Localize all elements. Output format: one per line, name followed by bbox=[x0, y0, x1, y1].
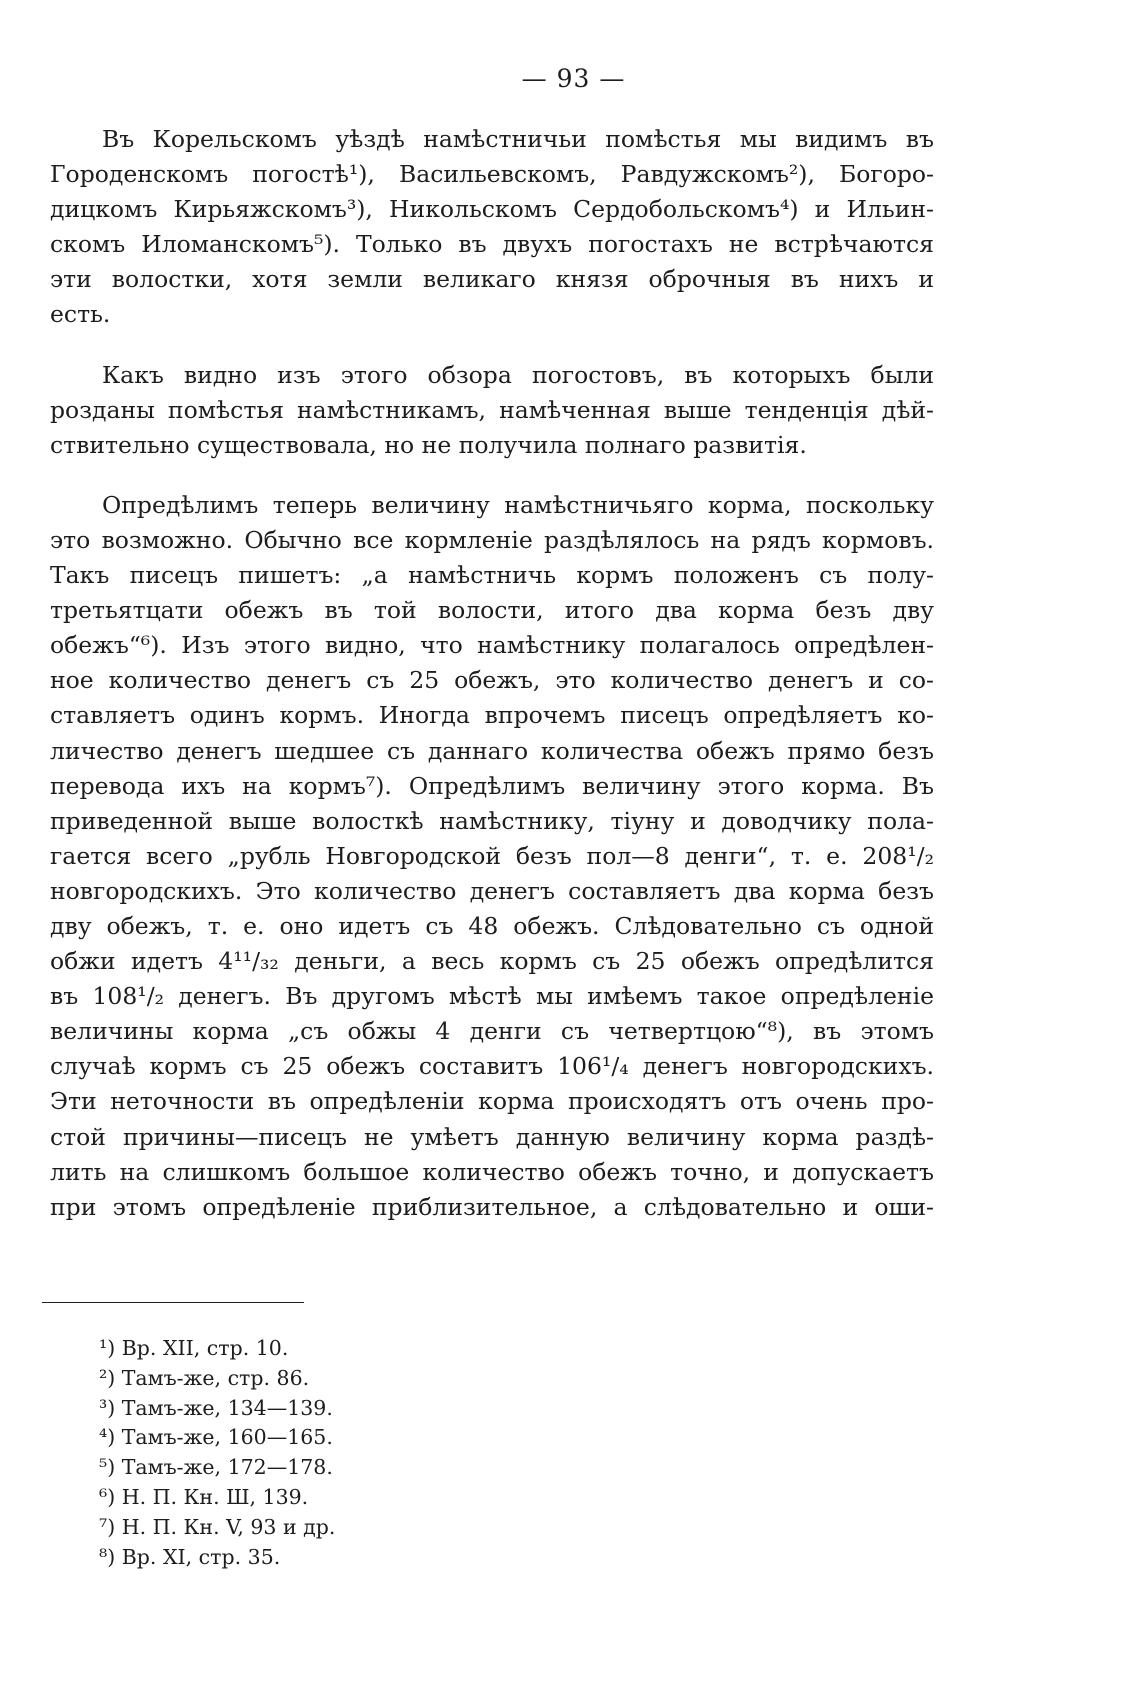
body-text bbox=[50, 122, 934, 1225]
footnote: ⁴) Тамъ-же, 160—165. bbox=[99, 1425, 333, 1450]
page-number: — 93 — bbox=[521, 64, 626, 93]
text-line: розданы помѣстья намѣстникамъ, намѣченная выше тенденція дѣй- bbox=[50, 395, 934, 424]
footnotes bbox=[99, 1334, 599, 1572]
text-line: лить на слишкомъ большое количество обежъ точно, и допускаетъ bbox=[50, 1157, 934, 1186]
footnote: ⁵) Тамъ-же, 172—178. bbox=[99, 1455, 333, 1480]
text-line: ное количество денегъ съ 25 обежъ, это количество денегъ и со- bbox=[50, 666, 934, 695]
paragraph-1 bbox=[50, 122, 934, 333]
text-line: Опредѣлимъ теперь величину намѣстничьяго корма, поскольку bbox=[102, 490, 934, 519]
footnote: ²) Тамъ-же, стр. 86. bbox=[99, 1365, 310, 1390]
text-line: третьятцати обежъ въ той волости, итого два корма безъ дву bbox=[50, 596, 934, 625]
text-line: новгородскихъ. Это количество денегъ составляетъ два корма безъ bbox=[50, 876, 934, 905]
footnote-divider bbox=[42, 1302, 304, 1303]
text-line: приведенной выше волосткѣ намѣстнику, тіуну и доводчику пола- bbox=[50, 806, 934, 835]
text-line: Городенскомъ погостѣ¹), Васильевскомъ, Равдужскомъ²), Богоро- bbox=[50, 160, 934, 189]
text-line: эти волостки, хотя земли великаго князя оброчныя въ нихъ и bbox=[50, 265, 934, 294]
text-line: перевода ихъ на кормъ⁷). Опредѣлимъ величину этого корма. Въ bbox=[50, 771, 934, 800]
text-line: ствительно существовала, но не получила полнаго развитія. bbox=[50, 430, 807, 459]
text-line: обжи идетъ 4¹¹/₃₂ деньги, а весь кормъ съ 25 обежъ опредѣлится bbox=[50, 947, 934, 976]
text-line: при этомъ опредѣленіе приблизительное, а слѣдовательно и оши- bbox=[50, 1192, 934, 1221]
text-line: дицкомъ Кирьяжскомъ³), Никольскомъ Сердобольскомъ⁴) и Ильин- bbox=[50, 195, 934, 224]
text-line: Эти неточности въ опредѣленіи корма происходятъ отъ очень про- bbox=[50, 1087, 934, 1116]
text-line: величины корма „съ обжы 4 денги съ четвертцою“⁸), въ этомъ bbox=[50, 1017, 934, 1046]
text-line: въ 108¹/₂ денегъ. Въ другомъ мѣстѣ мы имѣемъ такое опредѣленіе bbox=[50, 982, 934, 1011]
text-line: случаѣ кормъ съ 25 обежъ составитъ 106¹/₄ денегъ новгородскихъ. bbox=[50, 1052, 934, 1081]
footnote: ⁸) Вр. XI, стр. 35. bbox=[99, 1544, 281, 1569]
text-line: Такъ писецъ пишетъ: „а намѣстничь кормъ положенъ съ полу- bbox=[50, 561, 934, 590]
text-line: скомъ Иломанскомъ⁵). Только въ двухъ погостахъ не встрѣчаются bbox=[50, 230, 934, 259]
text-line: ставляетъ одинъ кормъ. Иногда впрочемъ писецъ опредѣляетъ ко- bbox=[50, 701, 934, 730]
text-line: личество денегъ шедшее съ даннаго количества обежъ прямо безъ bbox=[50, 736, 934, 765]
text-line: Въ Корельскомъ уѣздѣ намѣстничьи помѣстья мы видимъ въ bbox=[102, 125, 934, 153]
paragraph-3 bbox=[50, 488, 934, 1225]
text-line: стой причины—писецъ не умѣетъ данную величину корма раздѣ- bbox=[50, 1122, 934, 1151]
paragraph-2 bbox=[50, 358, 934, 463]
footnote: ⁶) Н. П. Кн. Ш, 139. bbox=[99, 1484, 309, 1509]
footnote: ¹) Вр. XII, стр. 10. bbox=[99, 1336, 289, 1360]
text-line: обежъ“⁶). Изъ этого видно, что намѣстнику полагалось опредѣлен- bbox=[50, 631, 934, 660]
text-line: дву обежъ, т. е. оно идетъ съ 48 обежъ. Слѣдовательно съ одной bbox=[50, 911, 934, 940]
footnote: ⁷) Н. П. Кн. V, 93 и др. bbox=[99, 1514, 336, 1539]
text-line: Какъ видно изъ этого обзора погостовъ, въ которыхъ были bbox=[102, 360, 934, 389]
text-line: гается всего „рубль Новгородской безъ пол—8 денги“, т. е. 208¹/₂ bbox=[50, 841, 934, 870]
footnote: ³) Тамъ-же, 134—139. bbox=[99, 1395, 333, 1420]
text-line: есть. bbox=[50, 300, 111, 329]
text-line: это возможно. Обычно все кормленіе раздѣлялось на рядъ кормовъ. bbox=[50, 525, 934, 554]
